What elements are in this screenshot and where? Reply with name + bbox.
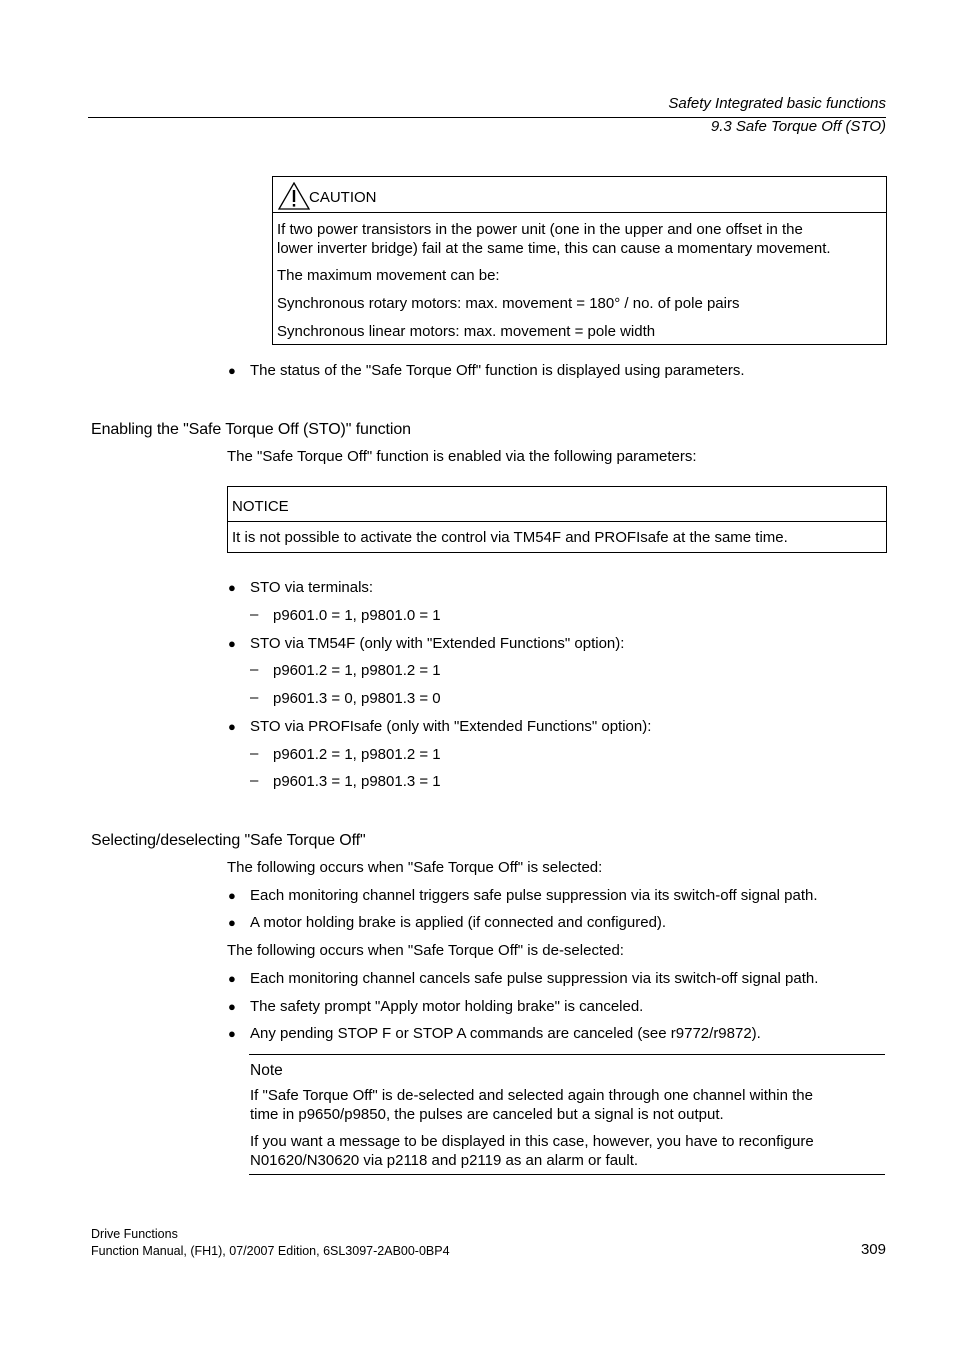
note-title: Note bbox=[250, 1062, 283, 1079]
note-text-line: time in p9650/p9850, the pulses are canceled but a signal is not output. bbox=[250, 1106, 724, 1123]
bullet-icon: ● bbox=[228, 915, 236, 930]
dash-icon: – bbox=[250, 661, 259, 678]
list-subitem: p9601.2 = 1, p9801.2 = 1 bbox=[273, 746, 441, 763]
caution-text-line2: lower inverter bridge) fail at the same time, this can cause a momentary movement. bbox=[277, 240, 831, 257]
selecting-heading: Selecting/deselecting "Safe Torque Off" bbox=[91, 832, 366, 849]
bullet-icon: ● bbox=[228, 636, 236, 651]
bullet-icon: ● bbox=[228, 363, 236, 378]
list-item-sto-terminals: STO via terminals: bbox=[250, 579, 374, 596]
caution-title: CAUTION bbox=[309, 189, 377, 206]
caution-header bbox=[273, 177, 886, 213]
list-item: Any pending STOP F or STOP A commands are canceled (see r9772/r9872). bbox=[250, 1025, 761, 1042]
status-bullet-text: The status of the "Safe Torque Off" function is displayed using parameters. bbox=[250, 362, 745, 379]
notice-box bbox=[227, 486, 887, 553]
footer-doc-title: Drive Functions bbox=[91, 1227, 178, 1241]
enabling-heading: Enabling the "Safe Torque Off (STO)" function bbox=[91, 421, 411, 438]
list-item: Each monitoring channel cancels safe pulse suppression via its switch-off signal path. bbox=[250, 970, 819, 987]
notice-header bbox=[228, 487, 886, 522]
bullet-icon: ● bbox=[228, 999, 236, 1014]
list-item: Each monitoring channel triggers safe pulse suppression via its switch-off signal path. bbox=[250, 887, 818, 904]
header-subsection-title: 9.3 Safe Torque Off (STO) bbox=[710, 118, 886, 135]
notice-title: NOTICE bbox=[232, 498, 289, 515]
bullet-icon: ● bbox=[228, 971, 236, 986]
note-top-rule bbox=[249, 1054, 885, 1055]
caution-text-line1: If two power transistors in the power unit (one in the upper and one offset in the bbox=[277, 221, 803, 238]
deselected-intro: The following occurs when "Safe Torque Off" is de-selected: bbox=[227, 942, 624, 959]
caution-text-linear: Synchronous linear motors: max. movement = pole width bbox=[277, 323, 656, 340]
note-bottom-rule bbox=[249, 1174, 885, 1175]
list-subitem: p9601.3 = 1, p9801.3 = 1 bbox=[273, 773, 441, 790]
list-subitem: p9601.0 = 1, p9801.0 = 1 bbox=[273, 607, 441, 624]
list-subitem: p9601.2 = 1, p9801.2 = 1 bbox=[273, 662, 441, 679]
note-text-line: If you want a message to be displayed in this case, however, you have to reconfigure bbox=[250, 1133, 814, 1150]
dash-icon: – bbox=[250, 606, 259, 623]
list-item: A motor holding brake is applied (if connected and configured). bbox=[250, 914, 667, 931]
footer-doc-edition: Function Manual, (FH1), 07/2007 Edition, 6SL3097-2AB00-0BP4 bbox=[91, 1244, 450, 1258]
bullet-icon: ● bbox=[228, 719, 236, 734]
dash-icon: – bbox=[250, 745, 259, 762]
bullet-icon: ● bbox=[228, 888, 236, 903]
dash-icon: – bbox=[250, 772, 259, 789]
dash-icon: – bbox=[250, 689, 259, 706]
list-item-sto-tm54f: STO via TM54F (only with "Extended Functions" option): bbox=[250, 635, 625, 652]
note-text-line: If "Safe Torque Off" is de-selected and selected again through one channel within the bbox=[250, 1087, 813, 1104]
header-section-title: Safety Integrated basic functions bbox=[668, 95, 886, 112]
caution-text-rotary: Synchronous rotary motors: max. movement = 180° / no. of pole pairs bbox=[277, 295, 740, 312]
bullet-icon: ● bbox=[228, 580, 236, 595]
enabling-intro: The "Safe Torque Off" function is enabled via the following parameters: bbox=[227, 448, 697, 465]
header-divider bbox=[88, 117, 886, 118]
notice-text: It is not possible to activate the control via TM54F and PROFIsafe at the same time. bbox=[232, 529, 788, 546]
list-item-sto-profisafe: STO via PROFIsafe (only with "Extended Functions" option): bbox=[250, 718, 652, 735]
list-subitem: p9601.3 = 0, p9801.3 = 0 bbox=[273, 690, 441, 707]
warning-triangle-icon bbox=[278, 182, 310, 210]
caution-text-max-movement: The maximum movement can be: bbox=[277, 267, 500, 284]
selected-intro: The following occurs when "Safe Torque Off" is selected: bbox=[227, 859, 603, 876]
caution-box bbox=[272, 176, 887, 345]
note-text-line: N01620/N30620 via p2118 and p2119 as an alarm or fault. bbox=[250, 1152, 639, 1169]
list-item: The safety prompt "Apply motor holding brake" is canceled. bbox=[250, 998, 644, 1015]
bullet-icon: ● bbox=[228, 1026, 236, 1041]
page-number: 309 bbox=[860, 1241, 886, 1258]
